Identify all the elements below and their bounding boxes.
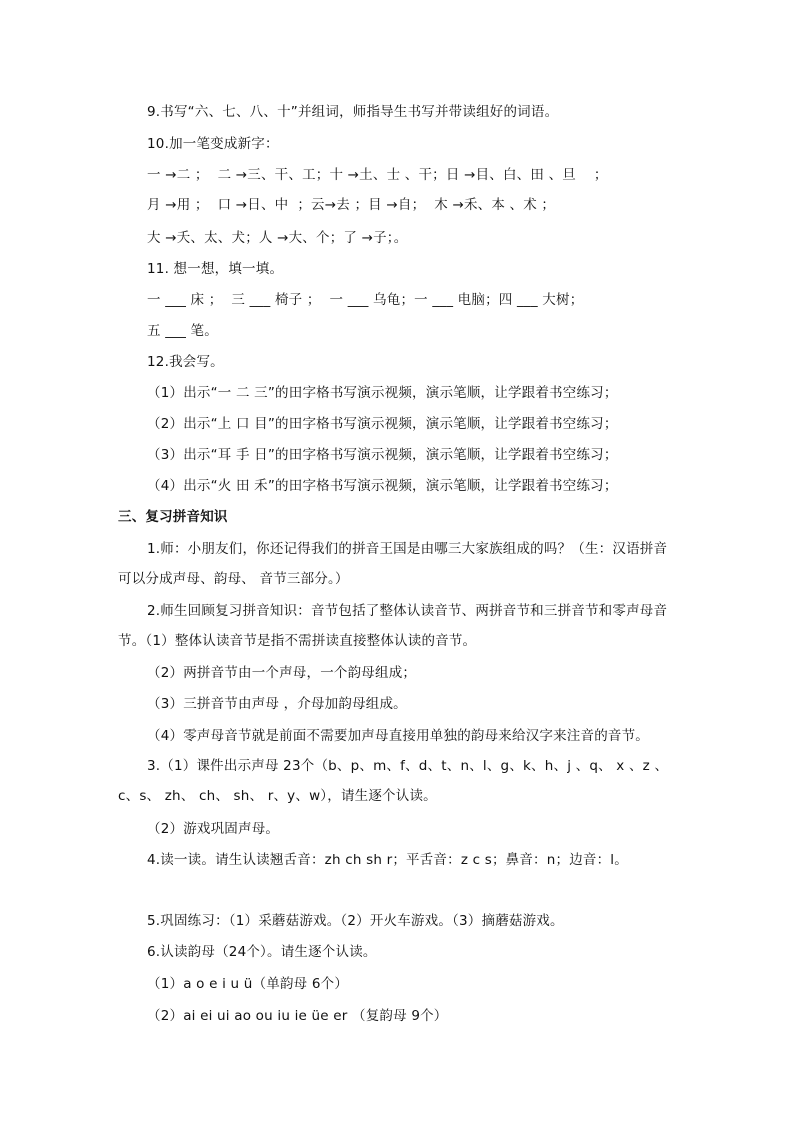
text-line: （2）游戏巩固声母。: [147, 821, 280, 837]
text-line: （3）出示“耳 手 日”的田字格书写演示视频，演示笔顺，让学跟着书空练习；: [147, 447, 618, 463]
text-line: 五 ___ 笔。: [147, 323, 218, 339]
text-line: （4）零声母音节就是前面不需要加声母直接用单独的韵母来给汉字来注音的音节。: [147, 728, 649, 744]
text-line: （2）两拼音节由一个声母，一个韵母组成；: [147, 665, 417, 681]
text-line: （2）ai ei ui ao ou iu ie üe er （复韵母 9个）: [147, 1008, 448, 1024]
text-line: （3）三拼音节由声母 ，介母加韵母组成。: [147, 696, 407, 712]
text-line: （4）出示“火 田 禾”的田字格书写演示视频，演示笔顺，让学跟着书空练习；: [147, 478, 618, 494]
section-heading: 三、复习拼音知识: [118, 509, 228, 525]
text-line: 一 →二 ； 二 →三、干、工；十 →土、士 、干；日 →目、白、田 、旦 ；: [147, 167, 608, 183]
text-line: 12.我会写。: [147, 354, 224, 370]
text-line: 5.巩固练习：（1）采蘑菇游戏。（2）开火车游戏。（3）摘蘑菇游戏。: [147, 913, 564, 929]
text-line: 月 →用 ； 口 →日、中 ；云→去 ；目 →自； 木 →禾、本 、术 ；: [147, 197, 556, 213]
text-line: 9.书写“六、七、八、十”并组词，师指导生书写并带读组好的词语。: [147, 104, 559, 120]
text-line: 10.加一笔变成新字：: [147, 136, 279, 152]
paragraph: 3.（1）课件出示声母 23个（b、p、m、f、d、t、n、l、g、k、h、j 、q、 x 、z 、c、s、 zh、 ch、 sh、 r、y、w），请生逐个认读。: [118, 758, 669, 804]
text-line: （2）出示“上 口 目”的田字格书写演示视频，演示笔顺，让学跟着书空练习；: [147, 416, 618, 432]
text-line: 大 →夭、太、犬；人 →大、个；了 →子；。: [147, 230, 408, 246]
text-line: （1）出示“一 二 三”的田字格书写演示视频，演示笔顺，让学跟着书空练习；: [147, 385, 618, 401]
text-line: 一 ___ 床 ； 三 ___ 椅子 ； 一 ___ 乌龟；一 ___ 电脑；四 ___ 大树；: [147, 292, 584, 308]
text-line: （1）a o e i u ü（单韵母 6个）: [147, 976, 349, 992]
paragraph: 1.师：小朋友们，你还记得我们的拼音王国是由哪三大家族组成的吗？（生：汉语拼音可以分成声母、韵母、 音节三部分。）: [118, 541, 668, 587]
text-line: 11. 想一想，填一填。: [147, 261, 284, 277]
text-line: 6.认读韵母（24个）。请生逐个认读。: [147, 944, 377, 960]
paragraph: 4.读一读。请生认读翘舌音：zh ch sh r；平舌音：z c s；鼻音：n；边音：l。: [147, 852, 628, 868]
paragraph: 2.师生回顾复习拼音知识：音节包括了整体认读音节、两拼音节和三拼音节和零声母音节。（1）整体认读音节是指不需拼读直接整体认读的音节。: [118, 603, 668, 649]
